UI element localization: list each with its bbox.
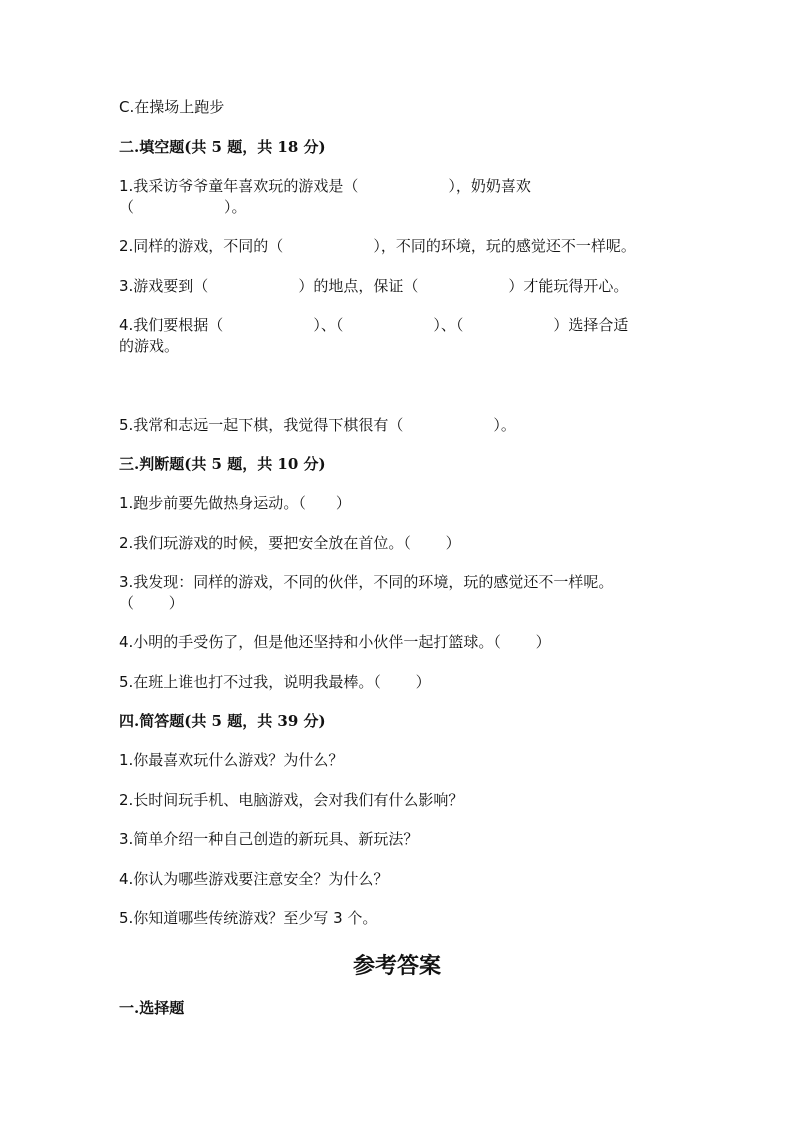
fill-q1-line2: （ ）。 [119, 198, 247, 216]
fill-q5: 5.我常和志远一起下棋，我觉得下棋很有（ ）。 [119, 416, 516, 434]
fill-q2: 2.同样的游戏，不同的（ ），不同的环境，玩的感觉还不一样呢。 [119, 237, 636, 255]
section-true-false-heading: 三.判断题(共 5 题，共 10 分) [119, 455, 326, 473]
fill-q3: 3.游戏要到（ ）的地点，保证（ ）才能玩得开心。 [119, 277, 629, 295]
tf-q4: 4.小明的手受伤了，但是他还坚持和小伙伴一起打篮球。（ ） [119, 633, 551, 651]
sa-q1: 1.你最喜欢玩什么游戏？为什么？ [119, 751, 344, 769]
section-short-answer-heading: 四.简答题(共 5 题，共 39 分) [119, 712, 326, 730]
tf-q1: 1.跑步前要先做热身运动。（ ） [119, 494, 351, 512]
sa-q4: 4.你认为哪些游戏要注意安全？为什么？ [119, 870, 389, 888]
sa-q5: 5.你知道哪些传统游戏？至少写 3 个。 [119, 909, 378, 927]
answer-key-title: 参考答案 [352, 953, 441, 979]
section-fill-blank-heading: 二.填空题(共 5 题，共 18 分) [119, 138, 326, 156]
fill-q1-line1: 1.我采访爷爷童年喜欢玩的游戏是（ ），奶奶喜欢 [119, 177, 531, 195]
fill-q4-line2: 的游戏。 [119, 337, 180, 355]
tf-q5: 5.在班上谁也打不过我，说明我最棒。（ ） [119, 673, 431, 691]
tf-q3-line2: （ ） [119, 594, 184, 612]
prev-option-c: C.在操场上跑步 [119, 98, 225, 116]
tf-q3-line1: 3.我发现：同样的游戏，不同的伙伴，不同的环境，玩的感觉还不一样呢。 [119, 573, 614, 591]
answer-section-choice-heading: 一.选择题 [119, 999, 185, 1017]
tf-q2: 2.我们玩游戏的时候，要把安全放在首位。（ ） [119, 534, 461, 552]
sa-q2: 2.长时间玩手机、电脑游戏，会对我们有什么影响？ [119, 791, 464, 809]
fill-q4-line1: 4.我们要根据（ ）、（ ）、（ ）选择合适 [119, 316, 629, 334]
sa-q3: 3.简单介绍一种自己创造的新玩具、新玩法？ [119, 830, 419, 848]
